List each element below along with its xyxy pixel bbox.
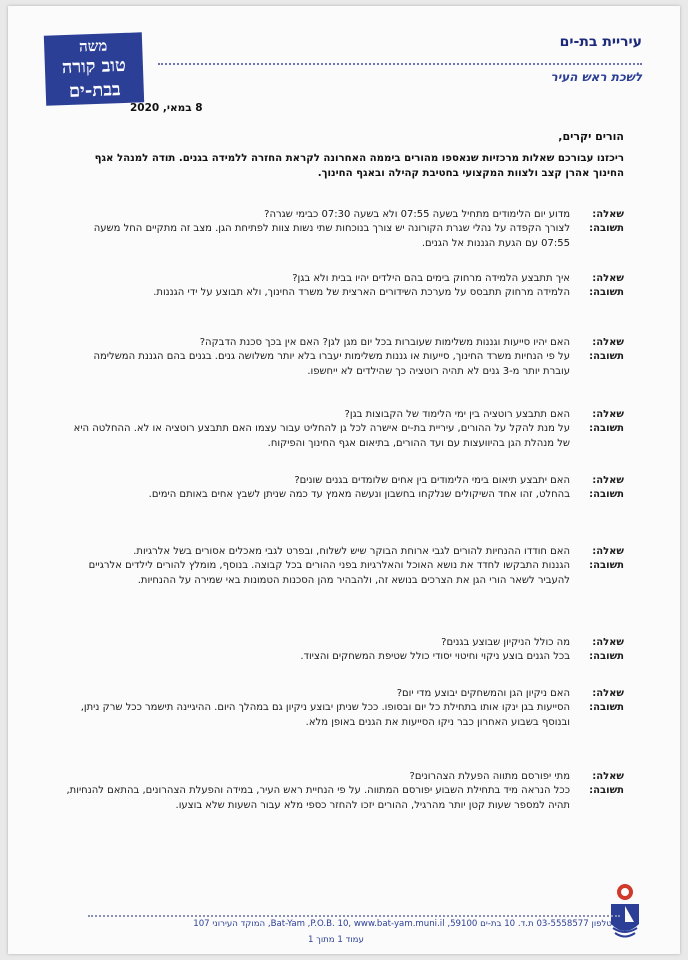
qa-block: [66, 208, 624, 251]
office-name: לשכת ראש העיר: [550, 70, 642, 84]
answer-label: תשובה:: [589, 351, 624, 363]
qa-block: [66, 336, 624, 379]
qa-block: [66, 770, 624, 813]
answer-text: על מנת להקל על ההורים, עיריית בת-ים אישרה לכל גן להחליט עבור עצמו האם תתבצע רוטציה או לא. ההחלטה היא של מנהלת הגן בהיוועצות עם ועד ההורים, בתיאום אגף החינוך והפיקוח.: [73, 423, 570, 449]
question-text: איך תתבצע הלמידה מרחוק בימים בהם הילדים יהיו בבית ולא בגן?: [292, 273, 570, 284]
question-label: שאלה:: [592, 409, 624, 420]
letter-date: 8 במאי, 2020: [130, 102, 203, 114]
municipal-emblem-icon: [608, 882, 642, 942]
campaign-logo: [44, 32, 144, 105]
question-text: האם יהיו סייעות וגננות משלימות שעוברות בכל יום מגן לגן? האם אין בכך סכנת הדבקה?: [199, 337, 570, 348]
greeting: הורים יקרים,: [558, 130, 624, 143]
answer-text: לצורך הקפדה על נהלי שגרת הקורונה יש צורך בנוכחות שתי נשות צוות לפתיחת הגן. מצב זה מתקיים החל משעה 07:55 עם הגעת הגננות אל הגנים.: [93, 223, 570, 249]
logo-line-2: טוב קורה: [61, 54, 127, 79]
answer-label: תשובה:: [589, 223, 624, 235]
question-label: שאלה:: [592, 688, 624, 699]
intro-paragraph: ריכזנו עבורכם שאלות מרכזיות שנאספו מהורים ביממה האחרונה לקראת החזרה ללמידה בגנים. תודה למנהל אגף החינוך אהרן קצב ולצוות המקצועי בחטיבת קהילה ובאגף החינוך.: [94, 153, 624, 179]
question-text: האם ניקיון הגן והמשחקים יבוצע מדי יום?: [396, 688, 570, 699]
question-label: שאלה:: [592, 637, 624, 648]
qa-block: [66, 408, 624, 451]
answer-label: תשובה:: [589, 651, 624, 663]
answer-label: תשובה:: [589, 785, 624, 797]
answer-label: תשובה:: [589, 423, 624, 435]
logo-line-1: משה: [78, 36, 108, 56]
question-label: שאלה:: [592, 209, 624, 220]
question-text: האם תתבצע רוטציה בין ימי הלימוד של הקבוצות בגן?: [344, 409, 570, 420]
answer-label: תשובה:: [589, 489, 624, 501]
question-label: שאלה:: [592, 546, 624, 557]
qa-block: [66, 687, 624, 730]
answer-text: ככל הנראה מיד בתחילת השבוע יפורסם המתווה. על פי הנחיית ראש העיר, במידה והפעלת הצהרונים, בהתאם להנחיות, תהיה למספר שעות קטן יותר מהרגיל, ההורים יזכו להחזר כספי מלא עבור השעות שלא בוצעו.: [66, 785, 570, 811]
question-text: מתי יפורסם מתווה הפעלת הצהרונים?: [409, 771, 570, 782]
page-number: עמוד 1 מתוך 1: [308, 935, 364, 945]
answer-text: הסייעות בגן ינקו אותו בתחילת כל יום ובסופו. ככל שניתן יבוצע ניקיון גם במהלך היום. ההיגיינה תישמר ככל שרק ניתן, ובנוסף בשבוע האחרון כבר ניקו הסייעות את הגנים באופן מלא.: [80, 702, 570, 728]
qa-block: [66, 636, 624, 665]
answer-label: תשובה:: [589, 560, 624, 572]
question-label: שאלה:: [592, 771, 624, 782]
answer-label: תשובה:: [589, 702, 624, 714]
answer-text: על פי הנחיות משרד החינוך, סייעות או גננות משלימות יעברו בלא יותר משלושה גנים. בגנים בהם הגננת המשלימה עוברת יותר מ-3 גנים לא תהיה רוטציה כך שהילדים לא ייחשפו.: [93, 351, 570, 377]
question-text: מדוע יום הלימודים מתחיל בשעה 07:55 ולא בשעה 07:30 כבימי שגרה?: [264, 209, 570, 220]
qa-block: [66, 545, 624, 588]
city-name: עיריית בת-ים: [559, 34, 642, 50]
question-label: שאלה:: [592, 475, 624, 486]
letter-page: [8, 6, 680, 954]
answer-label: תשובה:: [589, 287, 624, 299]
question-text: האם יתבצע תיאום בימי הלימודים בין אחים שלומדים בגנים שונים?: [294, 475, 570, 486]
header-divider: [158, 63, 642, 65]
qa-block: [66, 272, 624, 301]
answer-text: בהחלט, זהו אחד השיקולים שנלקחו בחשבון ונעשה מאמץ עד כמה שניתן לשבץ אחים באותם הימים.: [148, 489, 570, 501]
answer-text: בכל הגנים בוצע ניקוי וחיטוי יסודי כולל שטיפת המשחקים והציוד.: [300, 651, 570, 663]
question-label: שאלה:: [592, 337, 624, 348]
answer-text: הגננות התבקשו לחדד את נושא האוכל והאלרגיות בפני ההורים בכל קבוצה. בנוסף, מומלץ להורים לילדים אלרגיים להעביר לשאר הורי הגן את הצרכים בנושא זה, ולהבהיר מהן הסכנות הטמונות באי שמירה על ההנחיות.: [88, 560, 570, 586]
question-text: מה כולל הניקיון שבוצע בגנים?: [441, 637, 570, 648]
question-label: שאלה:: [592, 273, 624, 284]
logo-line-3: בבת-ים: [68, 79, 121, 102]
answer-text: הלמידה מרחוק תתבסס על מערכת השידורים הארצית של משרד החינוך, ולא תבוצע על ידי הגננות.: [153, 287, 570, 299]
footer-contact: טלפון 03-5558577 ת.ד. 10 בת-ים 59100, Bat-Yam ,P.O.B. 10, www.bat-yam.muni.il, המוקד העירוני 107: [193, 919, 612, 929]
qa-block: [66, 474, 624, 503]
footer-divider: [88, 915, 620, 917]
question-text: האם חודדו ההנחיות להורים לגבי ארוחת הבוקר שיש לשלוח, ובפרט לגבי מאכלים אסורים בשל אלרגיות.: [133, 546, 570, 557]
